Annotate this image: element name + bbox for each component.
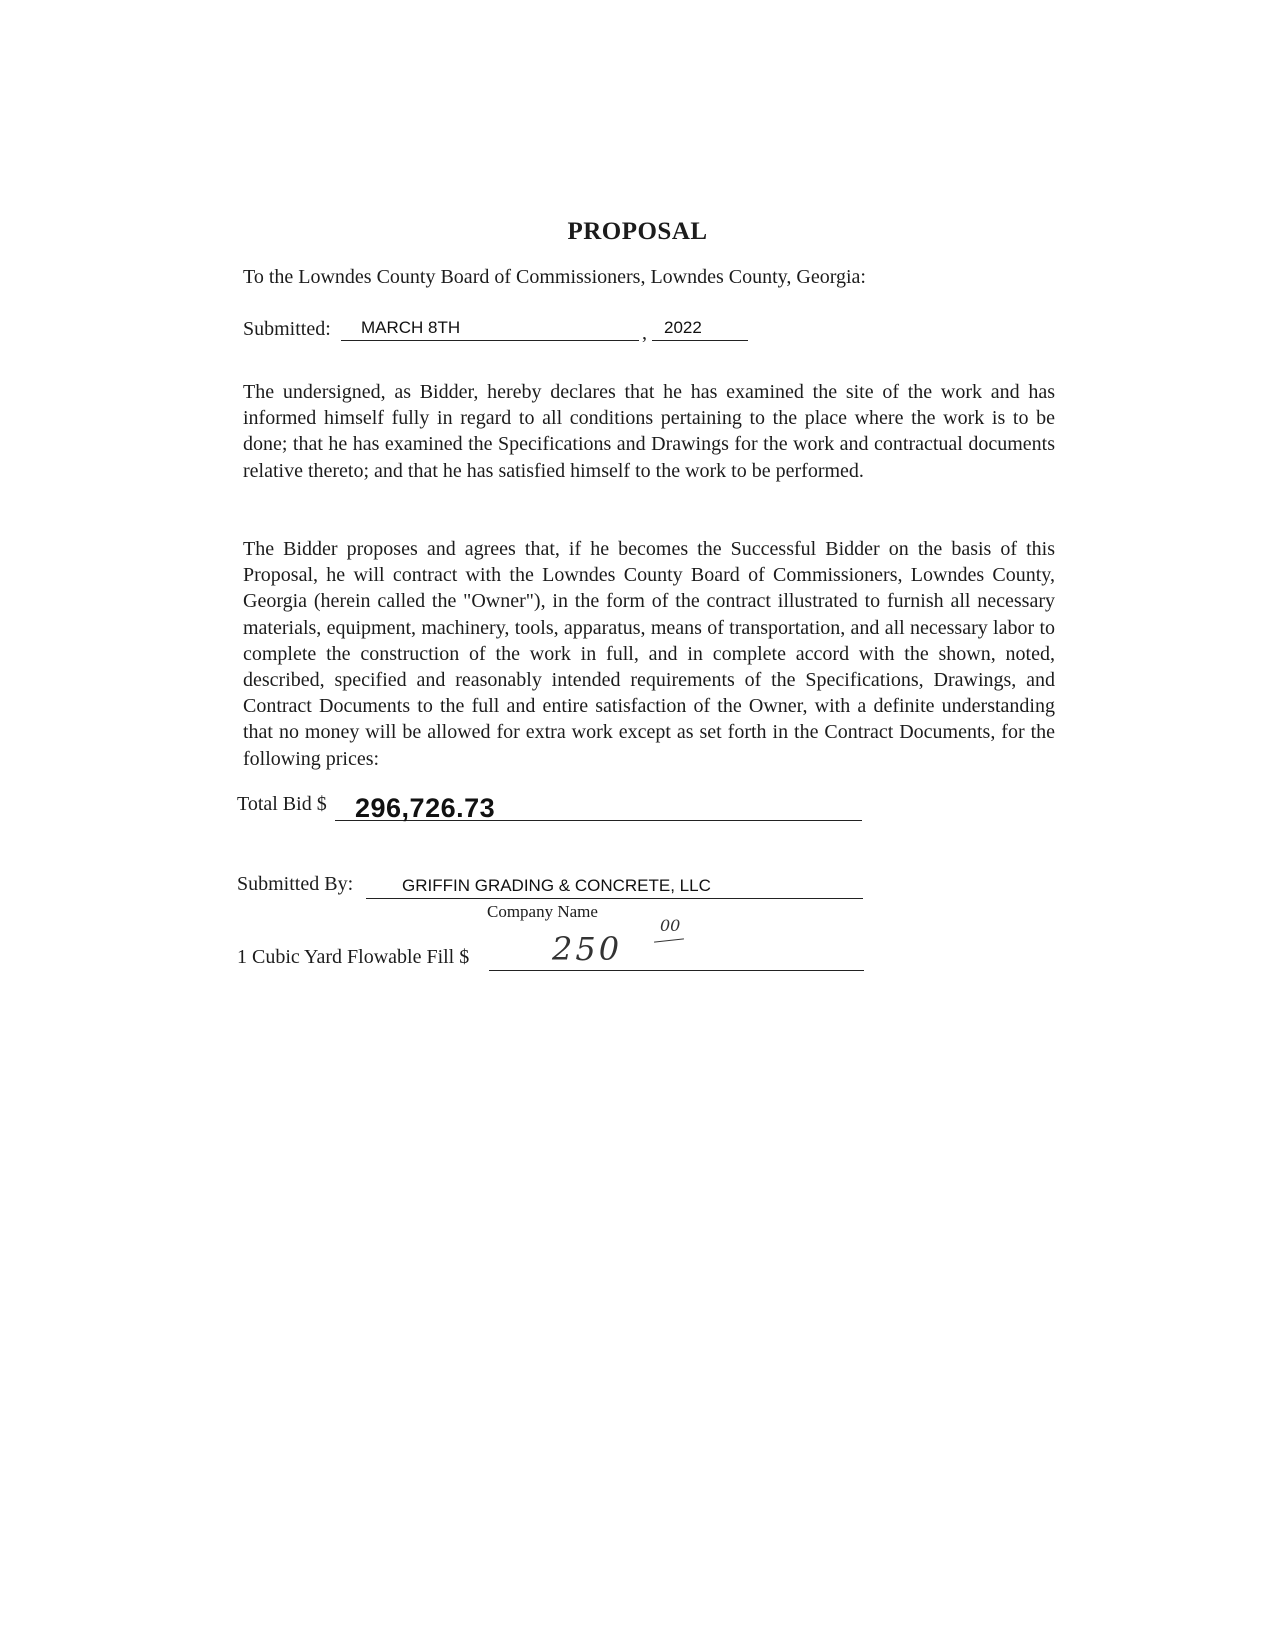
submitted-date-value: MARCH 8TH (361, 318, 461, 337)
total-bid-label: Total Bid $ (237, 793, 327, 815)
submitted-label: Submitted: (243, 318, 331, 340)
company-name-field (366, 872, 863, 899)
submitted-year-field (652, 316, 748, 341)
total-bid-field (335, 792, 862, 821)
document-title: PROPOSAL (567, 218, 708, 245)
submitted-date-field (341, 316, 639, 341)
flowable-fill-cents: 00 (660, 916, 681, 935)
cents-underline (654, 938, 684, 942)
company-name-caption: Company Name (487, 902, 598, 921)
company-name-value: GRIFFIN GRADING & CONCRETE, LLC (402, 876, 711, 895)
flowable-fill-field (489, 944, 864, 971)
date-separator: , (642, 322, 647, 344)
declaration-paragraph: The undersigned, as Bidder, hereby declares that he has examined the site of the work and has informed himself fully in regard to all conditions pertaining to the place where the work is to be done; that he has examined the Specifications and Drawings for the work and contractual documents relative thereto; and that he has satisfied himself to the work to be performed. (243, 381, 1055, 482)
submitted-by-label: Submitted By: (237, 873, 354, 895)
flowable-fill-value: 250 (552, 930, 623, 968)
flowable-fill-label: 1 Cubic Yard Flowable Fill $ (237, 946, 470, 968)
total-bid-value: 296,726.73 (355, 793, 496, 823)
addressee-line: To the Lowndes County Board of Commissioners, Lowndes County, Georgia: (243, 266, 866, 288)
agreement-paragraph: The Bidder proposes and agrees that, if he becomes the Successful Bidder on the basis of this Proposal, he will contract with the Lowndes County Board of Commissioners, Lowndes County, Georgia (herein called the "Owner"), in the form of the contract illustrated to furnish all necessary materials, equipment, machinery, tools, apparatus, means of transportation, and all necessary labor to complete the construction of the work in full, and in complete accord with the shown, noted, described, specified and reasonably intended requirements of the Specifications, Drawings, and Contract Documents to the full and entire satisfaction of the Owner, with a definite understanding that no money will be allowed for extra work except as set forth in the Contract Documents, for the following prices: (243, 538, 1055, 770)
submitted-year-value: 2022 (664, 318, 702, 337)
